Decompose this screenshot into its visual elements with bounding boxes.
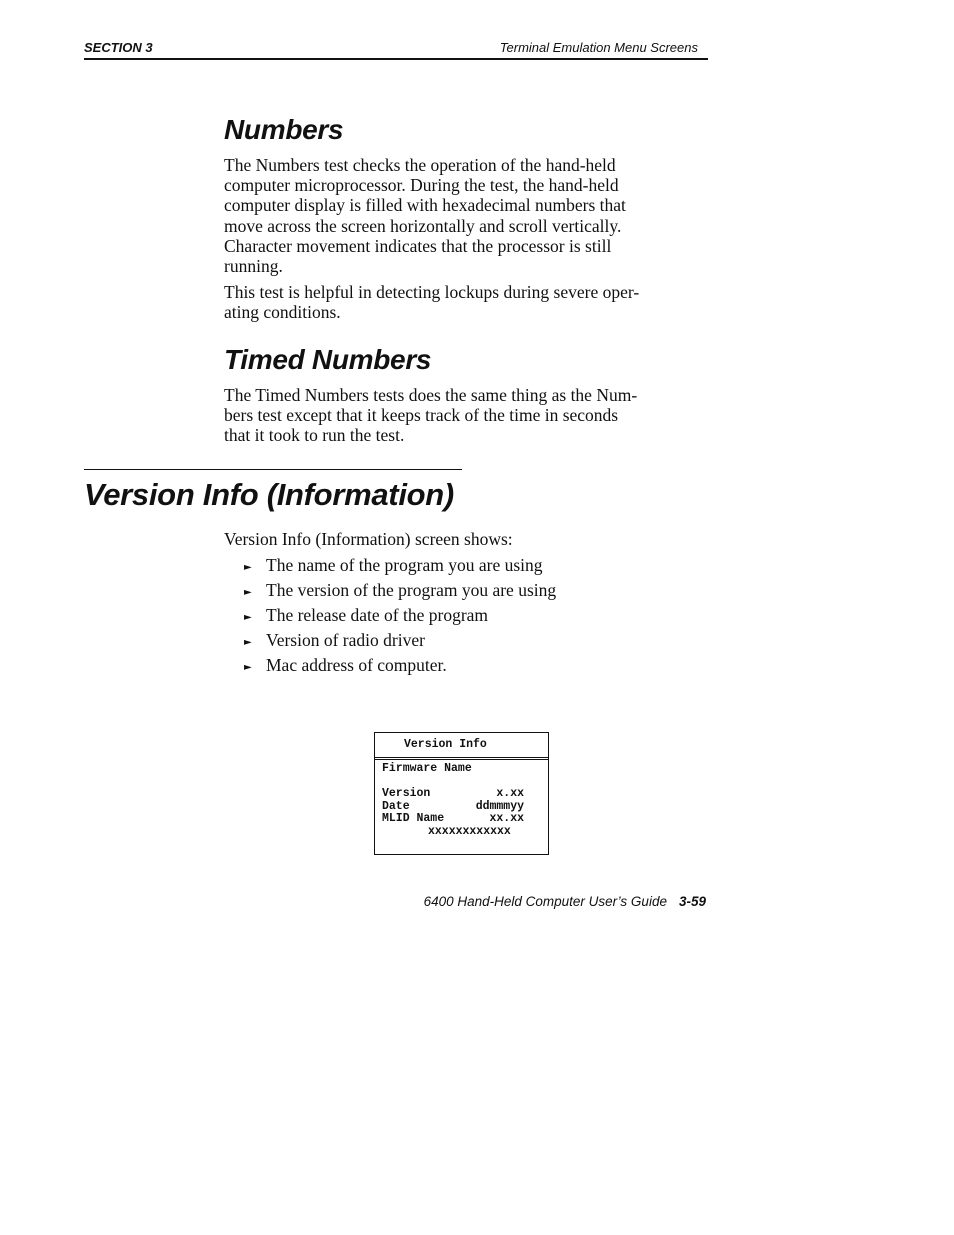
section-label: SECTION 3 [84,40,153,55]
text-line: running. [224,256,283,277]
version-info-intro: Version Info (Information) screen shows: [224,529,513,549]
numbers-paragraph-1 [224,155,708,276]
timed-numbers-paragraph [224,385,708,446]
list-item [244,605,556,630]
bullet-arrow-icon: ► [244,562,252,573]
text-line: computer microprocessor. During the test, the hand-held [224,175,619,196]
screen-title: Version Info [375,733,548,760]
numbers-heading: Numbers [224,114,344,145]
screen-row [382,788,524,801]
text-line: ating conditions. [224,302,341,323]
bullet-text: Mac address of computer. [266,655,447,675]
header-rule [84,58,708,60]
bullet-text: The name of the program you are using [266,555,543,575]
bullet-text: The version of the program you are using [266,580,557,600]
row-value: x.xx [496,787,524,800]
chapter-title: Terminal Emulation Menu Screens [499,40,698,55]
list-item [244,555,556,580]
list-item [244,580,556,605]
text-line: that it took to run the test. [224,425,405,446]
text-line: Character movement indicates that the processor is still [224,235,612,256]
bullet-arrow-icon: ► [244,612,252,623]
firmware-name-label: Firmware Name [382,762,472,775]
footer-title: 6400 Hand-Held Computer User’s Guide [423,894,667,909]
row-label: Date [382,799,410,813]
screen-body [375,760,548,838]
section-rule [84,469,462,470]
page-footer [424,894,706,909]
version-info-bullet-list [244,555,556,680]
row-label: MLID Name [382,812,445,825]
bullet-arrow-icon: ► [244,662,252,673]
bullet-arrow-icon: ► [244,587,252,598]
list-item [244,630,556,655]
text-line: This test is helpful in detecting lockups during severe oper- [224,282,640,302]
text-line: The Numbers test checks the operation of the hand-held [224,155,616,175]
list-item [244,655,556,680]
version-info-heading: Version Info (Information) [84,477,454,512]
page-number: 3-59 [678,894,706,909]
text-line: bers test except that it keeps track of the time in seconds [224,405,619,426]
row-value: ddmmmyy [475,799,524,813]
text-line: The Timed Numbers tests does the same thing as the Num- [224,385,638,405]
bullet-text: Version of radio driver [266,630,425,650]
mac-address-value: xxxxxxxxxxxx [428,824,511,838]
text-line: move across the screen horizontally and scroll vertically. [224,215,622,236]
timed-numbers-heading: Timed Numbers [224,344,432,375]
text-line: computer display is filled with hexadecimal numbers that [224,195,626,216]
row-label: Version [382,787,431,800]
bullet-text: The release date of the program [266,605,489,625]
bullet-arrow-icon: ► [244,637,252,648]
screen-row [382,813,524,826]
row-value: xx.xx [489,812,524,825]
version-info-screen-figure [374,732,549,855]
numbers-paragraph-2 [224,282,708,322]
